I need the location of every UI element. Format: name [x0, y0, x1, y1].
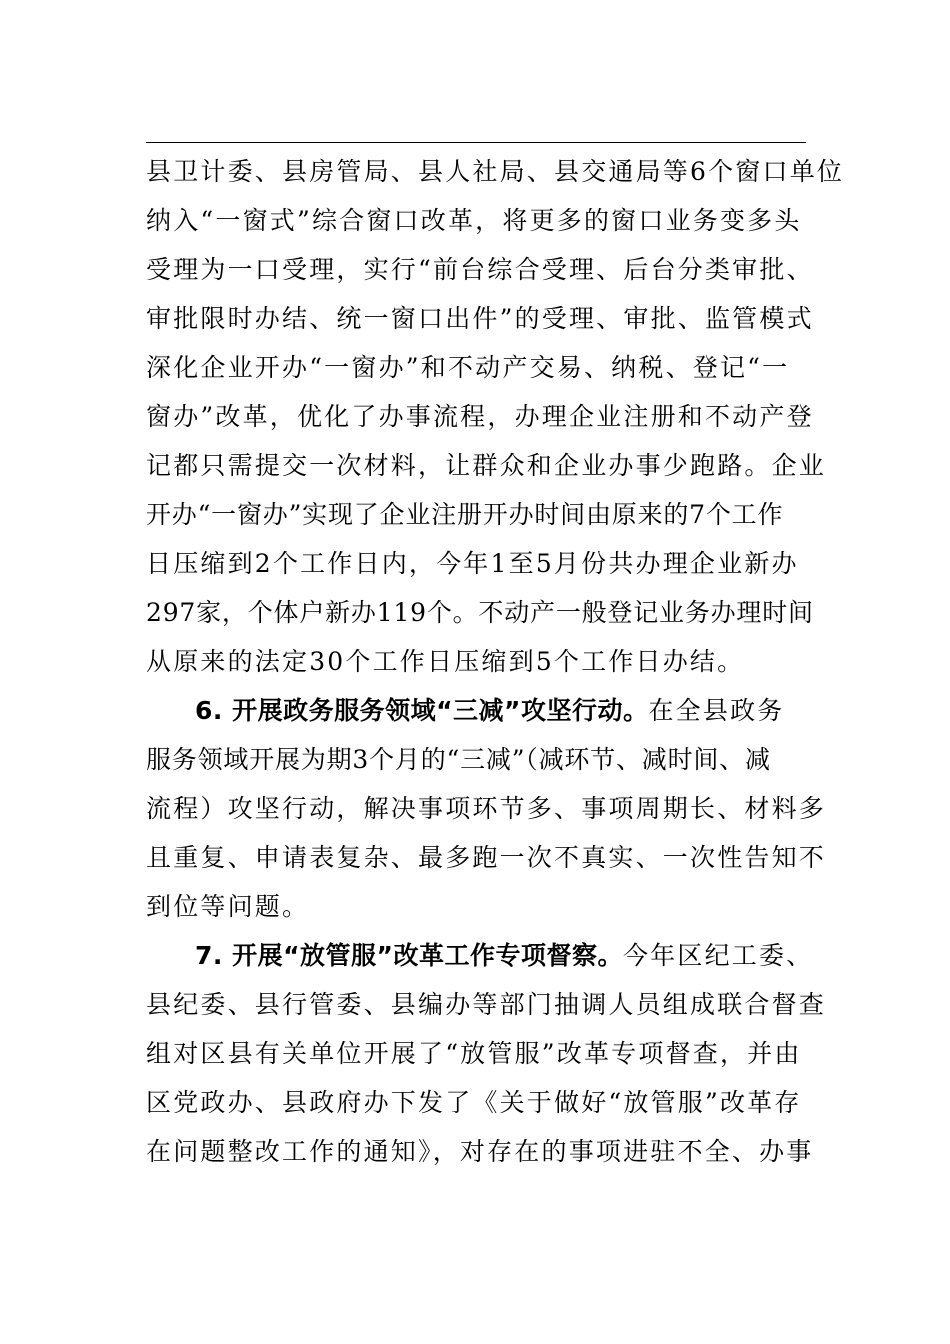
text-line: 组对区县有关单位开展了“放管服”改革专项督查，并由 — [146, 1039, 802, 1068]
text-line: 受理为一口受理，实行“前台综合受理、后台分类审批、 — [146, 255, 814, 284]
item-7-heading: 7. 开展“放管服”改革工作专项督察。 — [195, 941, 623, 970]
text-line: 窗办”改革，优化了办事流程，办理企业注册和不动产登 — [146, 402, 814, 431]
text-line: 297家，个体户新办119个。不动产一般登记业务办理时间 — [146, 598, 814, 627]
text-line: 从原来的法定30个工作日压缩到5个工作日办结。 — [146, 647, 745, 676]
item-7-first-line — [146, 931, 836, 980]
header-rule — [146, 142, 806, 143]
text-line: 到位等问题。 — [146, 892, 310, 921]
text-line: 审批限时办结、统一窗口出件”的受理、审批、监管模式 — [146, 304, 814, 333]
item-6-text: 在全县政务 — [648, 696, 785, 725]
text-line: 深化企业开办“一窗办”和不动产交易、纳税、登记“一 — [146, 353, 790, 382]
text-line: 纳入“一窗式”综合窗口改革，将更多的窗口业务变多头 — [146, 206, 802, 235]
text-line: 县纪委、县行管委、县编办等部门抽调人员组成联合督查 — [146, 990, 827, 1019]
text-line: 流程）攻坚行动，解决事项环节多、事项周期长、材料多 — [146, 794, 827, 823]
text-line: 日压缩到2个工作日内，今年1至5月份共办理企业新办 — [146, 549, 799, 578]
text-line: 开办“一窗办”实现了企业注册开办时间由原来的7个工作 — [146, 500, 784, 529]
text-line: 在问题整改工作的通知》，对存在的事项进驻不全、办事 — [146, 1137, 814, 1166]
text-line: 服务领域开展为期3个月的“三减”（减环节、减时间、减 — [146, 745, 771, 774]
item-7-text: 今年区纪工委、 — [622, 941, 814, 970]
item-6-first-line — [146, 686, 836, 735]
text-line: 记都只需提交一次材料，让群众和企业办事少跑路。企业 — [146, 451, 827, 480]
text-line: 且重复、申请表复杂、最多跑一次不真实、一次性告知不 — [146, 843, 827, 872]
text-line: 区党政办、县政府办下发了《关于做好“放管服”改革存 — [146, 1088, 802, 1117]
text-line: 县卫计委、县房管局、县人社局、县交通局等6个窗口单位 — [146, 157, 845, 186]
document-body — [146, 147, 845, 1176]
item-6-heading: 6. 开展政务服务领域“三减”攻坚行动。 — [195, 696, 649, 725]
